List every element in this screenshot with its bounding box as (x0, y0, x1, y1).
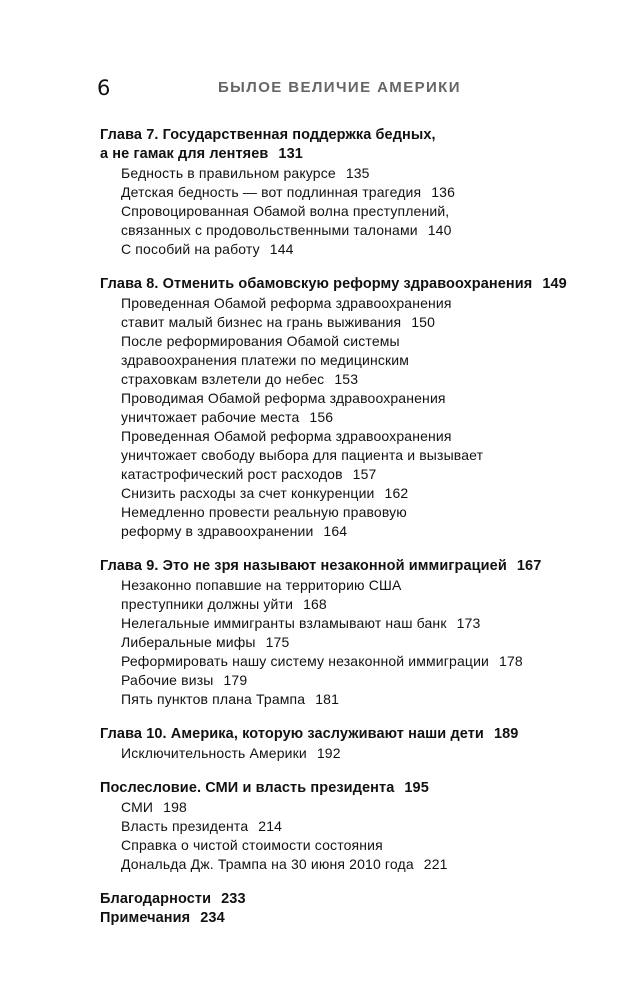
chapter-title (100, 557, 580, 576)
toc-entry (121, 183, 580, 202)
entry-text: Проводимая Обамой реформа здравоохранения (121, 390, 446, 406)
entry-line (121, 836, 580, 855)
entry-page-number: 175 (265, 634, 290, 650)
entry-page-number: 192 (316, 745, 341, 761)
entry-line (121, 484, 580, 503)
entry-text: Справка о чистой стоимости состояния (121, 837, 383, 853)
entry-line (121, 671, 580, 690)
entry-line (121, 446, 580, 465)
entry-text: Немедленно провести реальную правовую (121, 504, 407, 520)
chapter-page-number: 195 (404, 780, 429, 796)
chapter-title (100, 890, 580, 909)
entry-line (121, 576, 580, 595)
toc-chapter (100, 909, 580, 928)
entry-text: ставит малый бизнес на грань выживания (121, 314, 402, 330)
chapter-title (100, 725, 580, 744)
entry-line (121, 221, 580, 240)
entry-text: Исключительность Америки (121, 745, 307, 761)
entry-line (121, 427, 580, 446)
entry-text: Проведенная Обамой реформа здравоохранения (121, 428, 452, 444)
entry-line (121, 522, 580, 541)
entry-page-number: 164 (323, 523, 348, 539)
entry-text: Спровоцированная Обамой волна преступлений, (121, 203, 450, 219)
entry-text: С пособий на работу (121, 241, 260, 257)
toc-entry (121, 389, 580, 427)
toc-chapter (100, 126, 580, 259)
entry-text: Дональда Дж. Трампа на 30 июня 2010 года (121, 856, 414, 872)
chapter-title-text: Глава 9. Это не зря называют незаконной иммиграцией (100, 558, 507, 574)
entry-page-number: 198 (163, 799, 187, 815)
entry-line (121, 202, 580, 221)
chapter-title-line (100, 557, 580, 576)
toc-entry (121, 576, 580, 614)
entry-text: уничтожает свободу выбора для пациента и вызывает (121, 447, 484, 463)
running-title: БЫЛОЕ ВЕЛИЧИЕ АМЕРИКИ (218, 79, 461, 96)
chapter-title-line (100, 145, 580, 164)
toc-chapter (100, 725, 580, 763)
toc-entry (121, 817, 580, 836)
toc-entry (121, 427, 580, 484)
entry-line (121, 294, 580, 313)
chapter-title-line (100, 725, 580, 744)
entry-text: здравоохранения платежи по медицинским (121, 352, 410, 368)
toc-chapter (100, 275, 580, 541)
entry-page-number: 168 (303, 596, 327, 612)
entry-line (121, 164, 580, 183)
entry-text: Либеральные мифы (121, 634, 256, 650)
chapter-title-line (100, 890, 580, 909)
entry-line (121, 595, 580, 614)
entry-page-number: 135 (345, 165, 370, 181)
entry-text: Незаконно попавшие на территорию США (121, 577, 402, 593)
entry-line (121, 652, 580, 671)
chapter-title-text: Глава 8. Отменить обамовскую реформу здравоохранения (100, 276, 533, 292)
entry-text: Проведенная Обамой реформа здравоохранения (121, 295, 452, 311)
entry-text: Власть президента (121, 818, 249, 834)
entry-line (121, 389, 580, 408)
entry-text: СМИ (121, 799, 154, 815)
toc-entry (121, 332, 580, 389)
chapter-title-line (100, 779, 580, 798)
entry-text: Пять пунктов плана Трампа (121, 691, 306, 707)
entry-line (121, 798, 580, 817)
chapter-title-line (100, 909, 580, 928)
entry-page-number: 162 (384, 485, 409, 501)
entry-line (121, 817, 580, 836)
entry-page-number: 150 (411, 314, 436, 330)
chapter-page-number: 131 (278, 146, 303, 162)
entry-line (121, 370, 580, 389)
chapter-page-number: 234 (200, 910, 225, 926)
entry-page-number: 153 (334, 371, 359, 387)
entry-page-number: 179 (223, 672, 248, 688)
entry-text: преступники должны уйти (121, 596, 294, 612)
toc-entry (121, 836, 580, 874)
toc-chapter (100, 779, 580, 874)
entry-line (121, 183, 580, 202)
chapter-page-number: 167 (516, 558, 542, 574)
entry-page-number: 221 (423, 856, 448, 872)
entry-line (121, 744, 580, 763)
entry-page-number: 157 (352, 466, 377, 482)
entry-page-number: 214 (258, 818, 283, 834)
toc-entry (121, 484, 580, 503)
toc-chapter (100, 557, 580, 709)
chapter-page-number: 149 (542, 276, 567, 292)
entry-text: После реформирования Обамой системы (121, 333, 400, 349)
entry-text: Бедность в правильном ракурсе (121, 165, 336, 181)
chapter-page-number: 189 (493, 726, 519, 742)
chapter-title-text: Примечания (100, 910, 191, 926)
entry-line (121, 313, 580, 332)
chapter-title (100, 779, 580, 798)
toc-chapter (100, 890, 580, 909)
chapter-title (100, 275, 580, 294)
toc-entry (121, 294, 580, 332)
entry-text: Детская бедность — вот подлинная трагедия (121, 184, 422, 200)
entry-page-number: 136 (431, 184, 456, 200)
chapter-title-text: Глава 7. Государственная поддержка бедных, (100, 127, 436, 143)
entry-text: связанных с продовольственными талонами (121, 222, 418, 238)
entry-text: реформу в здравоохранении (121, 523, 314, 539)
entry-text: Нелегальные иммигранты взламывают наш банк (121, 615, 447, 631)
toc-entry (121, 240, 580, 259)
chapter-title-text: Глава 10. Америка, которую заслуживают наши дети (100, 726, 484, 742)
chapter-page-number: 233 (221, 891, 246, 907)
toc-entry (121, 633, 580, 652)
chapter-title-line (100, 126, 580, 145)
entry-page-number: 140 (427, 222, 452, 238)
entry-line (121, 351, 580, 370)
entry-line (121, 614, 580, 633)
toc-entry (121, 744, 580, 763)
table-of-contents (100, 126, 580, 944)
entry-text: уничтожает рабочие места (121, 409, 300, 425)
chapter-title-line (100, 275, 580, 294)
entry-page-number: 181 (315, 691, 340, 707)
toc-entry (121, 690, 580, 709)
toc-entry (121, 652, 580, 671)
entry-page-number: 178 (499, 653, 523, 669)
toc-entry (121, 202, 580, 240)
toc-entry (121, 503, 580, 541)
entry-line (121, 465, 580, 484)
entry-text: катастрофический рост расходов (121, 466, 343, 482)
entry-text: Снизить расходы за счет конкуренции (121, 485, 375, 501)
toc-entry (121, 671, 580, 690)
entry-text: Реформировать нашу систему незаконной иммиграции (121, 653, 490, 669)
entry-line (121, 690, 580, 709)
entry-page-number: 173 (456, 615, 481, 631)
entry-text: страховкам взлетели до небес (121, 371, 325, 387)
chapter-title-text: Послесловие. СМИ и власть президента (100, 780, 395, 796)
chapter-title-text: Благодарности (100, 891, 212, 907)
entry-page-number: 156 (309, 409, 334, 425)
entry-line (121, 240, 580, 259)
toc-entry (121, 164, 580, 183)
entry-line (121, 332, 580, 351)
toc-entry (121, 798, 580, 817)
entry-line (121, 503, 580, 522)
chapter-title (100, 909, 580, 928)
page-number: 6 (97, 76, 111, 100)
toc-entry (121, 614, 580, 633)
entry-text: Рабочие визы (121, 672, 214, 688)
entry-line (121, 855, 580, 874)
entry-line (121, 408, 580, 427)
chapter-title-text: а не гамак для лентяев (100, 146, 269, 162)
entry-line (121, 633, 580, 652)
entry-page-number: 144 (269, 241, 294, 257)
chapter-title (100, 126, 580, 164)
